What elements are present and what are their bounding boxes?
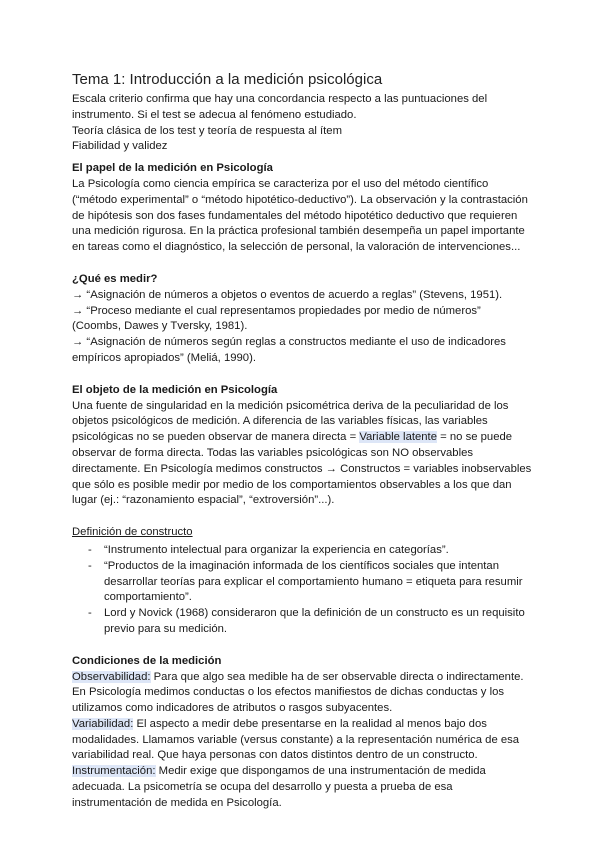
body-text-after: = no se puede observar de forma directa. Todas las variables psicológicas son NO observables directamente. En Psicología medimos constructos → Constructos = variables inobservables que sólo es posible medir por medio de los comportamientos observables a los que dan lugar (ej.: “razonamiento espacial”, “extroversión”...). bbox=[72, 431, 532, 507]
constructo-list bbox=[72, 543, 532, 638]
definition-item: → “Asignación de números a objetos o eventos de acuerdo a reglas” (Stevens, 1951). bbox=[72, 288, 503, 301]
condition-label: Variabilidad: bbox=[72, 717, 134, 730]
condition-instrumentacion bbox=[72, 764, 532, 811]
highlighted-term: Variable latente bbox=[359, 431, 437, 444]
definition-item: → “Proceso mediante el cual representamos propiedades por medio de números” (Coombs, Dawes y Tversky, 1981). bbox=[72, 304, 481, 333]
condition-text: Medir exige que dispongamos de una instrumentación de medida adecuada. La psicometría se ocupa del desarrollo y puesta a prueba de esa instrumentación de medida en Psicología. bbox=[72, 765, 486, 809]
list-item: - “Instrumento intelectual para organizar la experiencia en categorías”. bbox=[72, 543, 532, 559]
condition-variabilidad bbox=[72, 717, 532, 764]
list-item: - Lord y Novick (1968) consideraron que la definición de un constructo es un requisito previo para su medición. bbox=[72, 606, 532, 638]
section-body-papel: La Psicología como ciencia empírica se caracteriza por el uso del método científico (“método experimental” o “método hipotético-deductivo”). La observación y la contrastación de hipótesis son dos fases fundamentales del método hipotético deductivo que requieren una medición rigurosa. En la práctica profesional también desempeña un papel importante en tareas como el diagnóstico, la selección de personal, la valoración de intervenciones... bbox=[72, 177, 528, 254]
section-heading-constructo: Definición de constructo bbox=[72, 526, 193, 539]
intro-line-3: Fiabilidad y validez bbox=[72, 140, 168, 153]
condition-label: Observabilidad: bbox=[72, 670, 151, 683]
condition-observabilidad bbox=[72, 670, 532, 717]
condition-text: Para que algo sea medible ha de ser observable directa o indirectamente. En Psicología medimos conductas o los efectos manifiestos de dichas conductas y los utilizamos como indicadores de atributos o rasgos subyacentes. bbox=[72, 670, 524, 715]
page-title: Tema 1: Introducción a la medición psicológica bbox=[72, 71, 383, 88]
list-item: - “Productos de la imaginación informada de los científicos sociales que intentan desarrollar teorías para explicar el comportamiento humano = etiqueta para resumir comportamiento”. bbox=[72, 559, 532, 606]
section-body-objeto bbox=[72, 399, 532, 510]
body-text-before: Una fuente de singularidad en la medición psicométrica deriva de la peculiaridad de los objetos psicológicos de medición. A diferencia de las variables físicas, las variables psicológicas no se pueden observar de manera directa = bbox=[72, 399, 509, 444]
intro-line-1: Escala criterio confirma que hay una concordancia respecto a las puntuaciones del instrumento. Si el test se adecua al fenómeno estudiado. bbox=[72, 93, 488, 121]
section-heading-que-es-medir: ¿Qué es medir? bbox=[72, 272, 158, 285]
document-page bbox=[72, 70, 532, 812]
section-heading-condiciones: Condiciones de la medición bbox=[72, 654, 222, 667]
condition-text: El aspecto a medir debe presentarse en la realidad al menos bajo dos modalidades. Llamamos variable (versus constante) a la representación numérica de esa variabilidad real. Que haya personas con datos distintos dentro de un constructo. bbox=[72, 717, 520, 762]
intro-line-2: Teoría clásica de los test y teoría de respuesta al ítem bbox=[72, 124, 343, 137]
condition-label: Instrumentación: bbox=[72, 765, 156, 778]
section-heading-papel: El papel de la medición en Psicología bbox=[72, 162, 273, 175]
section-heading-objeto: El objeto de la medición en Psicología bbox=[72, 383, 278, 396]
definition-item: → “Asignación de números según reglas a constructos mediante el uso de indicadores empíricos apropiados” (Meliá, 1990). bbox=[72, 336, 506, 364]
